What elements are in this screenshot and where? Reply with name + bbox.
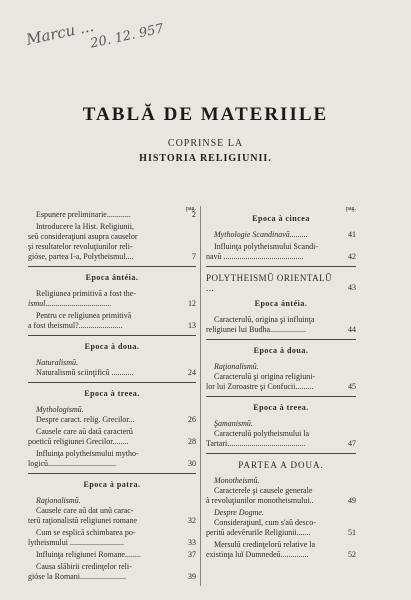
toc-entry: Consideraţiunĭ, cum s'aŭ desco- peritŭ adevĕrurile Religiunii....... 51 xyxy=(206,518,356,537)
handwritten-date: 20. 12. 957 xyxy=(89,21,166,52)
section-heading: Epoca ántéia. xyxy=(85,273,139,282)
toc-entry: Influinţa polytheismului Scandi- navŭ ........................................ 42 xyxy=(206,242,356,261)
divider-rule xyxy=(28,335,196,336)
subsection-title: Despre Dogme. xyxy=(214,508,264,517)
toc-entry: Mersulŭ credinţelorŭ relative la existinţa luĭ Dumnedeŭ.............. 52 xyxy=(206,540,356,559)
toc-entry: Causa slăbirii credinţelor reli- gióse la Romani....................... 39 xyxy=(28,562,196,581)
page-label: pag. xyxy=(345,206,356,212)
divider-rule xyxy=(28,266,196,267)
toc-entry: Naturalismŭ sciinţificŭ ........... 24 xyxy=(36,368,196,377)
subsection-title: Monotheismŭ. xyxy=(214,476,260,485)
section-heading: Epoca à patra. xyxy=(83,480,141,489)
toc-entry: Causele care aŭ dată caracterŭ poeticŭ religiunei Grecilor........ 28 xyxy=(28,427,196,446)
toc-entry: Influinţa religiunei Romane........ 37 xyxy=(36,550,196,559)
divider-rule xyxy=(28,473,196,474)
divider-rule xyxy=(206,266,356,267)
section-heading: Epoca à cincea xyxy=(252,214,310,223)
toc-entry: Mythologie Scandinavă......... 41 xyxy=(214,230,356,239)
part-heading: PARTEA A DOUA. xyxy=(238,460,324,470)
toc-entry: Cum se esplică schimbarea po- lytheismului ........................... 33 xyxy=(28,528,196,547)
column-divider xyxy=(200,206,201,586)
section-heading: Epoca à doua. xyxy=(84,342,140,351)
subsection-title: Naturalismŭ. xyxy=(36,358,79,367)
toc-right-column xyxy=(206,206,356,562)
section-heading: Epoca à treea. xyxy=(253,403,309,412)
divider-rule xyxy=(206,453,356,454)
toc-left-column xyxy=(28,206,196,584)
toc-entry: Caracterulŭ şi origina religiuni- lor lui Zoroastre şi Confucii......... 45 xyxy=(206,372,356,391)
toc-entry: Caracterele şi causele generale à revoluţiunilor monotheismului.. 49 xyxy=(206,486,356,505)
page-title: TABLĂ DE MATERIILE xyxy=(82,104,329,125)
toc-entry: Caracterulŭ polytheismului la Tartari....................................... 47 xyxy=(206,429,356,448)
part-heading: POLYTHEISMŬ ORIENTALŬ ... xyxy=(206,273,333,293)
divider-rule xyxy=(206,339,356,340)
handwritten-inscription xyxy=(25,0,192,80)
toc-entry: POLYTHEISMŬ ORIENTALŬ ... 43 xyxy=(206,273,356,293)
subsection-title: Raţionalismŭ. xyxy=(214,362,259,371)
book-title: HISTORIA RELIGIUNII. xyxy=(139,153,272,164)
page-subtitle: COPRINSE LA xyxy=(167,138,244,149)
divider-rule xyxy=(28,382,196,383)
toc-entry: Espunere preliminarie............ 2 xyxy=(36,210,196,219)
section-heading: Epoca ántéia. xyxy=(254,299,308,308)
toc-entry: Introducere la Hist. Religiunii, seŭ consideraţiuni asupra causelor şi resultatelor revoluţiunilor reli- gióse, partea I-a, Polytheismul.... 7 xyxy=(28,222,196,261)
toc-entry: Pentru ce religiunea primitivă a fost theismul?...................... 13 xyxy=(28,311,196,330)
subsection-title: Mythologismŭ. xyxy=(36,405,84,414)
subsection-title: Şamanismŭ. xyxy=(214,419,253,428)
toc-entry: Causele care aŭ dat unŭ carac- terŭ raţionalistŭ religiunei romane 32 xyxy=(28,506,196,525)
toc-entry: Influinţa polytheismului mytho- logicŭ.................................. 30 xyxy=(28,449,196,468)
divider-rule xyxy=(206,396,356,397)
page-label: pag. xyxy=(185,206,196,212)
section-heading: Epoca à doua. xyxy=(253,346,309,355)
toc-entry: Caracterulŭ, origina şi influinţa religiunei lui Budha.................. 44 xyxy=(206,315,356,334)
handwritten-signature: Marcu ... xyxy=(24,16,96,49)
subsection-title: Raţionalismŭ. xyxy=(36,496,81,505)
toc-entry: Despre caract. relig. Grecilor... 26 xyxy=(36,415,196,424)
toc-entry: Religiunea primitivă a fost the- ismul................................. 12 xyxy=(28,289,196,308)
section-heading: Epoca à treea. xyxy=(84,389,140,398)
